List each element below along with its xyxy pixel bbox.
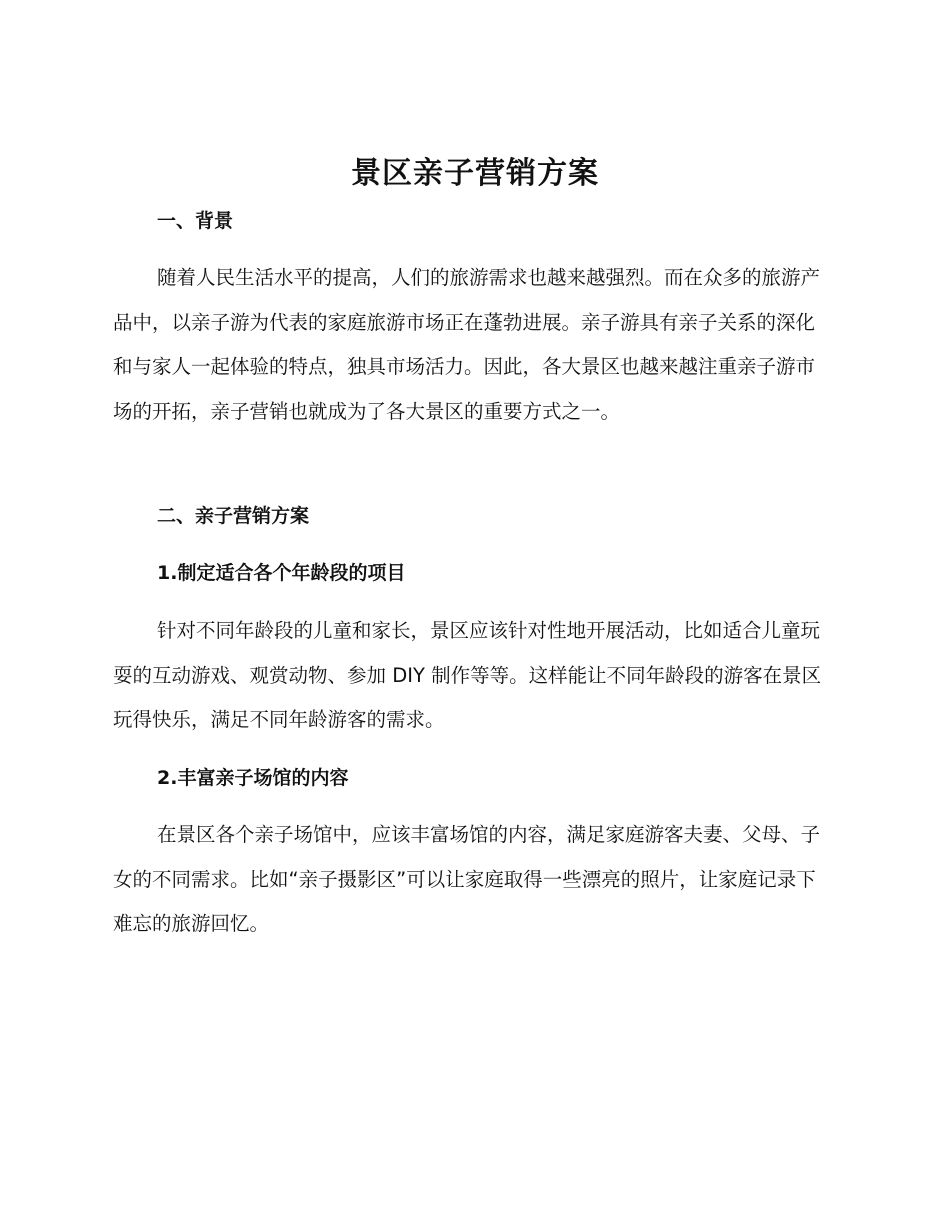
paragraph-age-projects: 针对不同年龄段的儿童和家长，景区应该针对性地开展活动，比如适合儿童玩耍的互动游戏、观赏动物、参加 DIY 制作等等。这样能让不同年龄段的游客在景区玩得快乐，满足不同年龄游客的需求。 (113, 619, 822, 732)
document-title: 景区亲子营销方案 (351, 156, 599, 191)
section-heading-background: 一、背景 (157, 210, 234, 232)
subheading-enrich-venues: 2.丰富亲子场馆的内容 (157, 767, 349, 789)
paragraph-enrich-venues: 在景区各个亲子场馆中，应该丰富场馆的内容，满足家庭游客夫妻、父母、子女的不同需求。比如“亲子摄影区”可以让家庭取得一些漂亮的照片，让家庭记录下难忘的旅游回忆。 (113, 823, 821, 936)
subheading-age-projects: 1.制定适合各个年龄段的项目 (157, 562, 406, 584)
section-heading-marketing-plan: 二、亲子营销方案 (157, 505, 310, 527)
paragraph-background: 随着人民生活水平的提高，人们的旅游需求也越来越强烈。而在众多的旅游产品中，以亲子游为代表的家庭旅游市场正在蓬勃进展。亲子游具有亲子关系的深化和与家人一起体验的特点，独具市场活力。因此，各大景区也越来越注重亲子游市场的开拓，亲子营销也就成为了各大景区的重要方式之一。 (113, 266, 821, 423)
